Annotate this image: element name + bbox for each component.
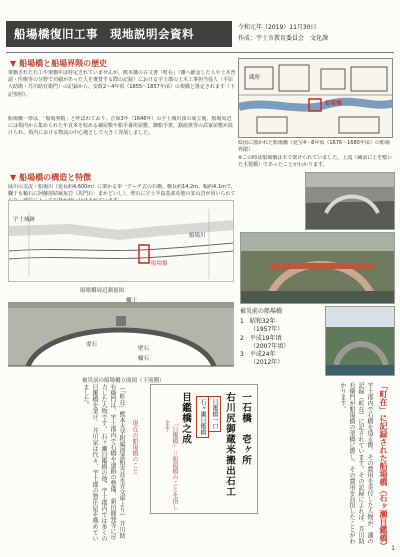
old-map-caption: 絵図に描かれた船場橋（延宝4〜8年頃（1676〜1680年頃）の船場界隈） (238, 140, 390, 154)
photo-item-1: 1 昭和32年 (240, 318, 276, 326)
section-history-p2: 船場橋一帯は、「船場界隈」と呼ばれており、正保3年（1646年）の宇土城川湊の成立後、船場周辺には領内から集められた年貢米を収める蔵屋敷や船手番所屋敷、御船手衆、鉄砲衆等の武家屋敷が設けられ、領内における物流の中心地として大きく発展しました。 (8, 116, 234, 137)
photo-2012-image (326, 307, 395, 376)
survey-map-figure (8, 200, 234, 282)
section-history-p1: 架橋された石工や架橋年は特定されていませんが、熊本藩の古文書『町在』（藩へ献金した人や土木普請・医療等の分野で功績があった人を褒賞する際の記録）における宇土郡の土木工事担当役人（平原大助勘・芥川助有衛門）の記録から、安政2〜4年頃（1855〜1857年頃）の架橋と推定されます（下記参照）。 (8, 70, 236, 98)
document-author: 作成：宇土市教育委員会 文化課 (238, 35, 329, 42)
triangle-bullet-icon: ▼ (10, 59, 17, 68)
survey-label-bridge: 船場橋 (151, 261, 168, 267)
map-label-warehouse: 蔵所 (249, 75, 261, 81)
photo-item-3: 3 平成24年 (240, 351, 276, 359)
header-meta (238, 22, 398, 44)
elevation-label-arch: 輪石 (138, 356, 150, 362)
excerpt-red-note-2: 現在の船場橋のこと (131, 420, 138, 474)
excerpt-handwriting-3: 目鑑橋之成 (180, 392, 191, 445)
survey-map-caption: 船場橋周辺測量図 (80, 288, 125, 294)
excerpt-handwriting-2: 右川尻御蔵米搬出石工 (224, 392, 235, 497)
document-title: 船場橋復旧工事 現地説明会資料 (6, 21, 232, 47)
elevation-drawing (8, 296, 234, 376)
survey-map-drawing (9, 201, 234, 282)
photos-heading: 被災前の船場橋 (240, 308, 283, 315)
photos-list (240, 308, 322, 367)
page-number: 1 (391, 545, 395, 552)
photo-1957-image (306, 173, 395, 230)
record-extra-2: 芥川家は代々、宇土郡の惣庄屋を務めていました。 (82, 384, 98, 542)
photo-item-3-year: （2012年） (250, 359, 284, 367)
old-map-figure (238, 58, 393, 138)
photo-item-2: 2 平成19年頃 (240, 334, 282, 342)
old-map-drawing (239, 59, 393, 138)
record-footer-note: 芥川助有衛門は、宇土郡内で石橋や道路の整備、新田開発等に尽力した人物です。 (100, 384, 125, 540)
section-structure-p1: 緑川の支流・船場川（延長約4,600m）に架かる単一アーチ式の石橋。橋長約14.2m、幅約4.1mで、欄干も輪石に阿蘇溶結凝灰岩（馬門石：まかどいし）、壁石に宇土半島基部産地の安山岩が用いられて (8, 184, 236, 198)
record-side-note: （「町在」熊本大学附属図書館寄託永青文庫より） (118, 384, 125, 519)
section-structure-heading: ▼ 船場橋の構造と特徴 (10, 173, 92, 182)
header-divider (6, 52, 394, 53)
elevation-label-wall: 壁石 (138, 346, 150, 352)
old-map-note: ※この時は船場橋は木で架けられていました。上流（蔵前に土を敷いた木製橋）であったことがわかります。 (238, 155, 393, 169)
document-date: 令和元年（2019）11月30日 (238, 24, 317, 31)
survey-label-right: 船場川 (189, 233, 206, 239)
elevation-caption: 被災前の船場橋立面図（下流側） (82, 378, 165, 384)
photo-item-2-year: （2007年頃） (250, 342, 290, 350)
survey-label-left: 宇土城跡 (13, 217, 36, 223)
excerpt-label-box-2: 石ヶ瀬目鑑橋 (196, 396, 209, 438)
excerpt-label-box-1: 目鑑橋一口 (208, 396, 221, 432)
elevation-label-rail: 欄干 (126, 298, 138, 304)
record-side-notes (8, 384, 126, 544)
photo-2007 (240, 232, 395, 304)
photo-2012 (325, 306, 395, 376)
map-label-bridge: 船場橋 (325, 101, 342, 107)
elevation-figure (8, 296, 234, 376)
photo-2007-image (241, 233, 395, 304)
record-body: 宇土郡内で石橋を造る際、その費用を寄付した人物が、藩の記録（町在）に記されています。その記録によれば、芥川助有衛門が船場橋の架橋に際し、その費用を負担したことがわかります。 (339, 382, 373, 544)
triangle-bullet-icon: ▼ (10, 173, 17, 182)
record-heading: 「町在」に記録された船場橋（石ヶ瀬目鑑橋） (379, 382, 388, 550)
record-extra-1: 石ヶ瀬目鑑橋の他、宇土郡内では多くの目鑑橋を架け、 (91, 384, 107, 542)
excerpt-red-note-1: 「目鑑橋」＝眼鏡橋のことを指します (163, 420, 178, 511)
photo-item-1-year: （1957年） (250, 326, 284, 334)
excerpt-handwriting-1: 一石橋 壱ヶ所 (240, 392, 251, 466)
photo-1957 (305, 172, 395, 230)
section-history-heading: ▼ 船場橋と船場界隈の歴史 (10, 59, 108, 68)
elevation-label-keystone: 要石 (86, 342, 98, 348)
